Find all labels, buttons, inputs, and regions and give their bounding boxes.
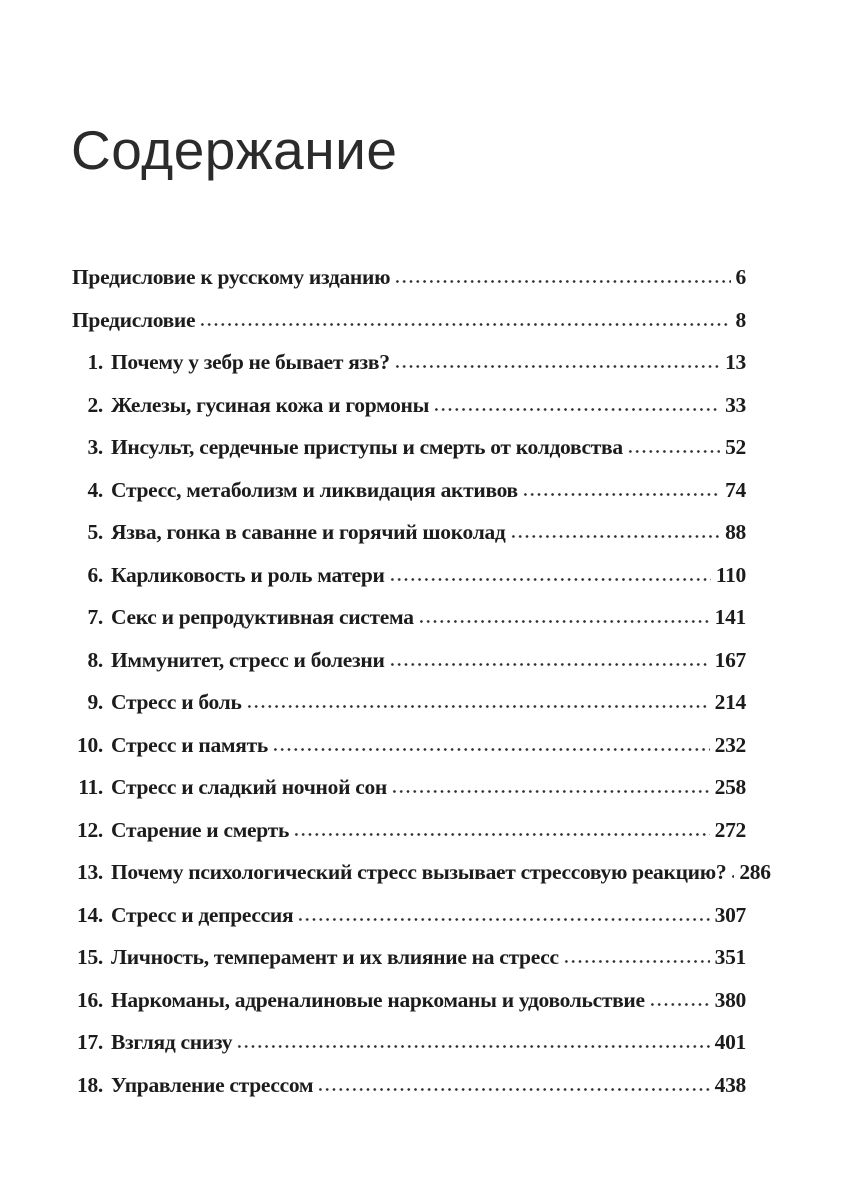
- page-number: 74: [725, 477, 746, 502]
- chapter-number: 8.: [87, 647, 103, 672]
- page-number: 380: [714, 987, 746, 1012]
- page-title: Содержание: [71, 119, 398, 181]
- entry-title: Взгляд снизу: [111, 1030, 233, 1054]
- toc-entry: [72, 564, 746, 587]
- page-number: 351: [714, 945, 746, 969]
- dot-leader: [394, 364, 720, 369]
- dot-leader: [563, 959, 710, 964]
- entry-title: Язва, гонка в саванне и горячий шоколад: [111, 520, 506, 544]
- chapter-number: 12.: [77, 817, 103, 842]
- chapter-number: 2.: [87, 392, 103, 417]
- page-number: 141: [714, 605, 746, 629]
- entry-title: Стресс и память: [111, 732, 268, 757]
- toc-list: [72, 265, 771, 1097]
- chapter-number: 5.: [87, 520, 103, 544]
- chapter-number: 14.: [77, 902, 103, 927]
- toc-entry: [72, 776, 746, 799]
- entry-title: Стресс, метаболизм и ликвидация активов: [111, 477, 518, 502]
- page-number: 6: [735, 265, 746, 289]
- toc-entry: [72, 904, 746, 927]
- entry-title: Почему психологический стресс вызывает стрессовую реакцию?: [111, 860, 727, 884]
- entry-title: Личность, темперамент и их влияние на стресс: [111, 945, 559, 969]
- toc-entry: [72, 1031, 746, 1054]
- entry-title: Инсульт, сердечные приступы и смерть от колдовства: [111, 435, 623, 459]
- toc-entry: [72, 989, 746, 1012]
- page-number: 110: [715, 562, 746, 587]
- entry-title: Предисловие к русскому изданию: [72, 265, 391, 289]
- page-number: 286: [739, 860, 771, 884]
- chapter-number: 11.: [78, 775, 103, 799]
- toc-entry: [72, 649, 746, 672]
- page-number: 401: [714, 1030, 746, 1054]
- chapter-number: 17.: [77, 1030, 103, 1054]
- toc-entry: [72, 819, 746, 842]
- entry-title: Управление стрессом: [111, 1072, 314, 1097]
- page-number: 214: [714, 690, 746, 714]
- entry-title: Секс и репродуктивная система: [111, 605, 414, 629]
- dot-leader: [730, 874, 734, 879]
- chapter-number: 13.: [77, 860, 103, 884]
- toc-entry: [72, 394, 746, 417]
- page-number: 8: [735, 307, 746, 332]
- dot-leader: [649, 1002, 710, 1007]
- dot-leader: [391, 789, 710, 794]
- toc-entry: [72, 479, 746, 502]
- entry-title: Предисловие: [72, 307, 196, 332]
- dot-leader: [389, 577, 711, 582]
- page-number: 438: [714, 1072, 746, 1097]
- dot-leader: [236, 1044, 709, 1049]
- entry-title: Почему у зебр не бывает язв?: [111, 350, 390, 374]
- chapter-number: 16.: [77, 987, 103, 1012]
- toc-entry: [72, 734, 746, 757]
- entry-title: Карликовость и роль матери: [111, 562, 385, 587]
- page-number: 167: [714, 647, 746, 672]
- chapter-number: 6.: [87, 562, 103, 587]
- dot-leader: [199, 322, 730, 327]
- toc-entry: [72, 521, 746, 544]
- toc-entry: [72, 1074, 746, 1097]
- dot-leader: [510, 534, 721, 539]
- dot-leader: [293, 832, 710, 837]
- chapter-number: 15.: [77, 945, 103, 969]
- dot-leader: [297, 917, 709, 922]
- page-number: 13: [725, 350, 746, 374]
- toc-entry: [72, 946, 746, 969]
- toc-entry: [72, 351, 746, 374]
- entry-title: Стресс и боль: [111, 690, 242, 714]
- entry-title: Иммунитет, стресс и болезни: [111, 647, 385, 672]
- dot-leader: [317, 1087, 709, 1092]
- page-number: 52: [725, 435, 746, 459]
- entry-title: Железы, гусиная кожа и гормоны: [111, 392, 430, 417]
- dot-leader: [522, 492, 720, 497]
- dot-leader: [389, 662, 710, 667]
- page-number: 258: [714, 775, 746, 799]
- dot-leader: [246, 704, 710, 709]
- dot-leader: [272, 747, 710, 752]
- page-number: 33: [725, 392, 746, 417]
- dot-leader: [433, 407, 720, 412]
- toc-entry: [72, 436, 746, 459]
- toc-entry: [72, 266, 746, 289]
- page-number: 272: [714, 817, 746, 842]
- chapter-number: 4.: [87, 477, 103, 502]
- toc-entry: [72, 691, 746, 714]
- entry-title: Стресс и депрессия: [111, 902, 294, 927]
- entry-title: Стресс и сладкий ночной сон: [111, 775, 388, 799]
- entry-title: Старение и смерть: [111, 817, 290, 842]
- dot-leader: [627, 449, 720, 454]
- dot-leader: [418, 619, 710, 624]
- toc-entry: [72, 309, 746, 332]
- page-number: 88: [725, 520, 746, 544]
- chapter-number: 3.: [87, 435, 103, 459]
- chapter-number: 7.: [87, 605, 103, 629]
- toc-entry: [72, 606, 746, 629]
- chapter-number: 1.: [87, 350, 103, 374]
- page-number: 307: [714, 902, 746, 927]
- page-number: 232: [714, 732, 746, 757]
- dot-leader: [394, 279, 730, 284]
- chapter-number: 18.: [77, 1072, 103, 1097]
- entry-title: Наркоманы, адреналиновые наркоманы и удовольствие: [111, 987, 645, 1012]
- chapter-number: 9.: [87, 690, 103, 714]
- chapter-number: 10.: [77, 732, 103, 757]
- toc-entry: [72, 860, 771, 884]
